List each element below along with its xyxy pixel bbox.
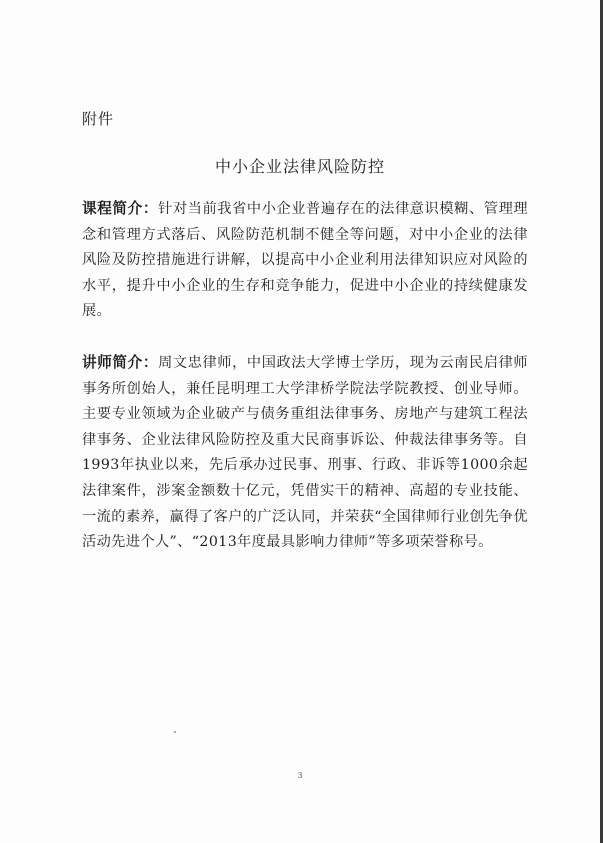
document-title: 中小企业法律风险防控	[214, 157, 385, 176]
course-intro-text: 针对当前我省中小企业普遍存在的法律意识模糊、管理理念和管理方式落后、风险防范机制不健全等问题，对中小企业的法律风险及防控措施进行讲解，以提高中小企业利用法律知识应对风险的水平，提升中小企业的生存和竞争能力，促进中小企业的持续健康发展。	[82, 201, 528, 320]
lecturer-intro-label: 讲师简介：	[82, 354, 159, 371]
course-intro-label: 课程简介：	[82, 200, 159, 217]
lecturer-intro-text: 周文忠律师，中国政法大学博士学历，现为云南民启律师事务所创始人，兼任昆明理工大学津桥学院法学院教授、创业导师。主要专业领域为企业破产与债务重组法律事务、房地产与建筑工程法律事务、企业法律风险防控及重大民商事诉讼、仲裁法律事务等。自1993年执业以来，先后承办过民事、刑事、行政、非诉等1000余起法律案件，涉案金额数十亿元，凭借实干的精神、高超的专业技能、一流的素养，赢得了客户的广泛认同，并荣获“全国律师行业创先争优活动先进个人”、“2013年度最具影响力律师”等多项荣誉称号。	[82, 355, 528, 551]
annex-label: 附件	[82, 110, 115, 128]
course-intro-paragraph	[82, 196, 528, 325]
scan-speck	[174, 731, 176, 733]
page-number: 3	[297, 771, 303, 780]
lecturer-intro-paragraph	[82, 350, 528, 556]
